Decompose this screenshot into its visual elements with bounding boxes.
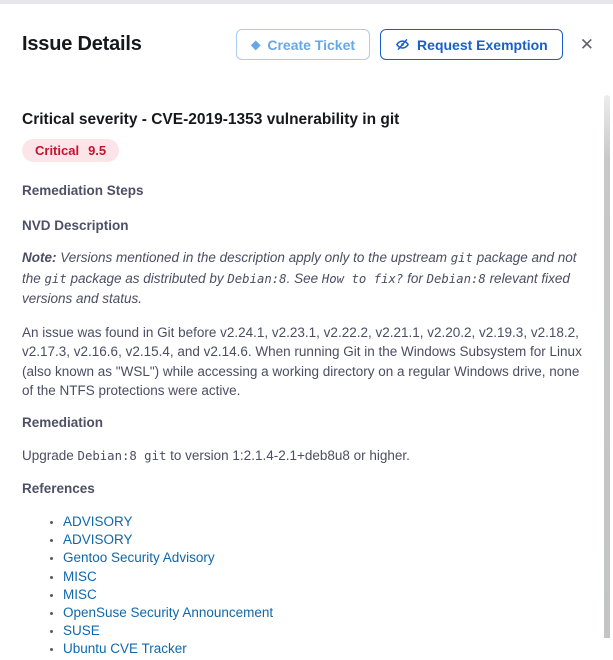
reference-link[interactable]: ADVISORY (63, 532, 133, 548)
reference-item (63, 586, 591, 604)
text-segment: to version 1:2.1.4-2.1+deb8u8 or higher. (166, 447, 410, 463)
text-segment: How to fix? (321, 271, 404, 286)
reference-link[interactable]: MISC (63, 586, 97, 602)
text-segment: . See (286, 270, 322, 286)
reference-link[interactable]: MISC (63, 568, 97, 584)
reference-item (63, 568, 591, 586)
nvd-note (22, 248, 591, 309)
text-segment: Debian:8 (227, 271, 287, 286)
eye-slash-icon (395, 37, 410, 52)
references-heading: References (22, 481, 95, 496)
nvd-description-text: An issue was found in Git before v2.24.1, v2.23.1, v2.22.2, v2.21.1, v2.20.2, v2.19.3, v2.18.2, v2.17.3, v2.16.6, v2.15.4, and v2.14.6. When running Git in the Windows Subsystem for Linux (also known as "WSL") while accessing a working directory on a regular Windows drive, none of the NTFS protections were active. (22, 324, 582, 398)
remediation-text (22, 446, 591, 467)
text-segment: Note: (22, 250, 57, 265)
page-title: Issue Details (22, 33, 142, 55)
text-segment: git (44, 271, 67, 286)
severity-score: 9.5 (88, 143, 107, 158)
text-segment: for (403, 270, 427, 286)
reference-link[interactable]: SUSE (63, 623, 100, 639)
scrollbar-thumb[interactable] (604, 95, 610, 638)
text-segment: Debian:8 git (77, 448, 167, 463)
panel-header (0, 4, 613, 60)
header-actions (236, 29, 601, 60)
scrollbar[interactable] (604, 95, 610, 638)
nvd-description-heading: NVD Description (22, 218, 129, 233)
reference-item (63, 640, 591, 658)
reference-link[interactable]: Ubuntu CVE Tracker (63, 641, 187, 657)
issue-details-body (0, 111, 613, 659)
remediation-heading: Remediation (22, 414, 104, 430)
reference-link[interactable]: ADVISORY (63, 514, 133, 529)
create-ticket-button[interactable] (236, 29, 370, 60)
reference-item (63, 531, 591, 549)
text-segment: Debian:8 (426, 271, 486, 286)
reference-link[interactable]: Gentoo Security Advisory (63, 550, 215, 566)
text-segment: git (450, 251, 473, 265)
request-exemption-label: Request Exemption (417, 36, 548, 53)
text-segment: relevant fixed versions and status. (22, 270, 570, 306)
text-segment: Upgrade (22, 447, 78, 463)
issue-title: Critical severity - CVE-2019-1353 vulnerability in git (22, 111, 400, 128)
reference-link[interactable]: OpenSuse Security Announcement (63, 605, 274, 621)
close-button[interactable] (573, 32, 601, 57)
request-exemption-button[interactable] (380, 29, 563, 60)
reference-item (63, 549, 591, 567)
reference-item (63, 513, 591, 531)
create-ticket-label: Create Ticket (267, 36, 356, 53)
reference-item (63, 604, 591, 622)
text-segment: package and not the (22, 250, 577, 286)
severity-badge (22, 139, 119, 162)
close-icon: ✕ (579, 35, 594, 54)
severity-label: Critical (35, 143, 80, 158)
remediation-steps-heading: Remediation Steps (22, 183, 144, 198)
text-segment: package as distributed by (66, 270, 228, 286)
ticket-diamond-icon: ◆ (251, 37, 261, 51)
references-list (22, 513, 591, 659)
text-segment: Versions mentioned in the description apply only to the upstream (56, 250, 451, 265)
